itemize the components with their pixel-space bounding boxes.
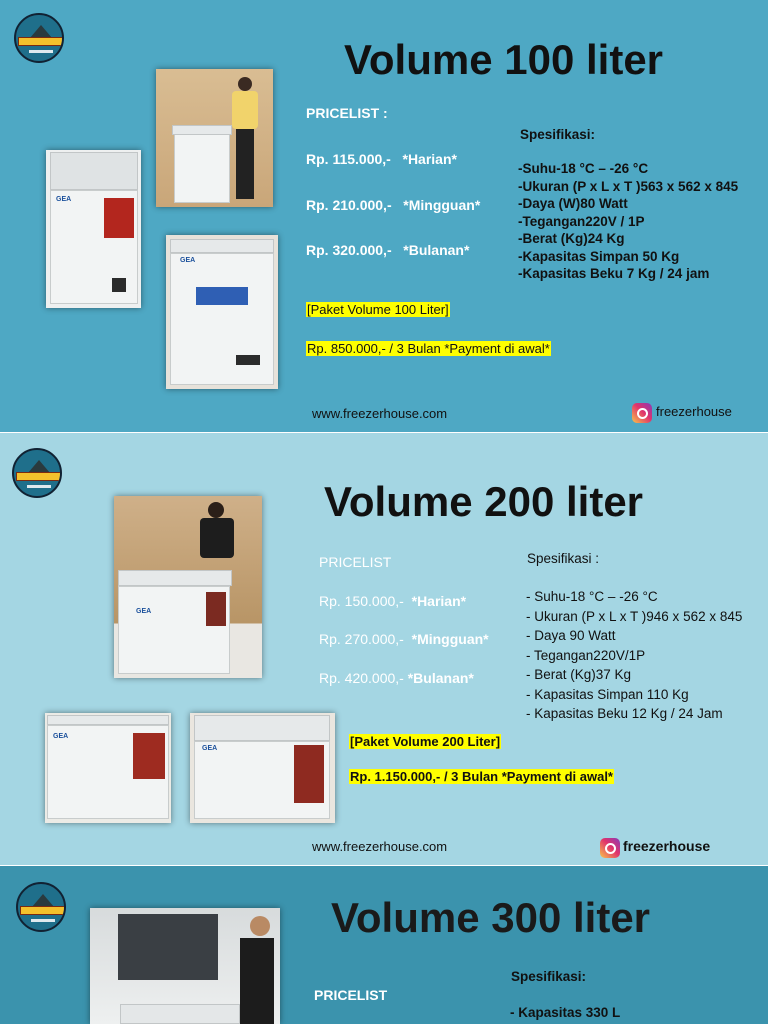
pricelist-label: PRICELIST [319, 554, 392, 570]
freezerhouse-logo [12, 448, 62, 498]
website-link[interactable]: www.freezerhouse.com [312, 839, 448, 854]
price-daily: Rp. 115.000,- *Harian* [306, 151, 457, 167]
gea-brand-icon: GEA [202, 745, 218, 752]
price-weekly: Rp. 210.000,- *Mingguan* [306, 197, 481, 213]
website-link[interactable]: www.freezerhouse.com [312, 406, 448, 421]
spec-item: -Kapasitas Beku 7 Kg / 24 jam [518, 266, 710, 281]
instagram-icon [632, 403, 652, 423]
spec-item: -Kapasitas Simpan 50 Kg [518, 248, 680, 264]
photo-freezer-with-person [90, 908, 280, 1024]
spec-item: - Daya 90 Watt [526, 628, 616, 643]
spec-item: -Suhu-18 °C – -26 °C [518, 161, 649, 176]
slide-title: Volume 200 liter [324, 478, 644, 525]
pricelist-label: PRICELIST : [306, 105, 388, 121]
spec-item: - Berat (Kg)37 Kg [526, 667, 632, 682]
spec-title: Spesifikasi: [511, 969, 587, 984]
price-weekly: Rp. 270.000,- *Mingguan* [319, 631, 489, 647]
price-daily: Rp. 150.000,- *Harian* [319, 593, 467, 609]
price-monthly: Rp. 320.000,- *Bulanan* [306, 242, 470, 258]
spec-item: - Kapasitas 330 L [510, 1005, 621, 1020]
slide-volume-100 [0, 0, 768, 432]
photo-freezer-front [190, 713, 335, 823]
pricelist-label: PRICELIST [314, 987, 388, 1003]
package-label: [Paket Volume 100 Liter] [307, 302, 449, 317]
spec-item: -Ukuran (P x L x T )563 x 562 x 845 [518, 178, 739, 194]
spec-item: -Daya (W)80 Watt [518, 196, 628, 211]
spec-list [518, 160, 738, 283]
instagram-icon [600, 838, 620, 858]
photo-freezer-with-person [156, 69, 273, 207]
spec-item: - Ukuran (P x L x T )946 x 562 x 845 [526, 608, 743, 624]
spec-item: - Suhu-18 °C – -26 °C [526, 589, 658, 604]
spec-item: - Tegangan220V/1P [526, 647, 646, 663]
photo-freezer-with-person [114, 496, 262, 678]
package-price: Rp. 1.150.000,- / 3 Bulan *Payment di awal* [350, 769, 613, 784]
instagram-handle[interactable]: freezerhouse [656, 404, 732, 419]
photo-freezer-closed [166, 235, 278, 389]
slide-volume-300 [0, 866, 768, 1024]
spec-title: Spesifikasi: [520, 127, 596, 142]
spec-title: Spesifikasi : [527, 551, 600, 566]
spec-list [526, 587, 742, 724]
spec-item: -Berat (Kg)24 Kg [518, 231, 625, 246]
spec-item: - Kapasitas Beku 12 Kg / 24 Jam [526, 706, 723, 721]
price-monthly: Rp. 420.000,- *Bulanan* [319, 670, 474, 686]
gea-brand-icon: GEA [56, 196, 72, 203]
gea-brand-icon: GEA [180, 257, 196, 264]
package-price: Rp. 850.000,- / 3 Bulan *Payment di awal* [307, 341, 550, 356]
slide-title: Volume 300 liter [331, 894, 651, 941]
package-label: [Paket Volume 200 Liter] [350, 734, 501, 749]
slide-title: Volume 100 liter [344, 36, 664, 83]
gea-brand-icon: GEA [53, 733, 69, 740]
slide-volume-200 [0, 433, 768, 865]
photo-freezer-side [45, 713, 171, 823]
freezerhouse-logo [14, 13, 64, 63]
instagram-handle[interactable]: freezerhouse [623, 838, 711, 854]
freezerhouse-logo [16, 882, 66, 932]
spec-item: - Kapasitas Simpan 110 Kg [526, 686, 689, 702]
spec-item: -Tegangan220V / 1P [518, 213, 645, 229]
photo-freezer-open [46, 150, 141, 308]
gea-brand-icon: GEA [136, 608, 152, 615]
